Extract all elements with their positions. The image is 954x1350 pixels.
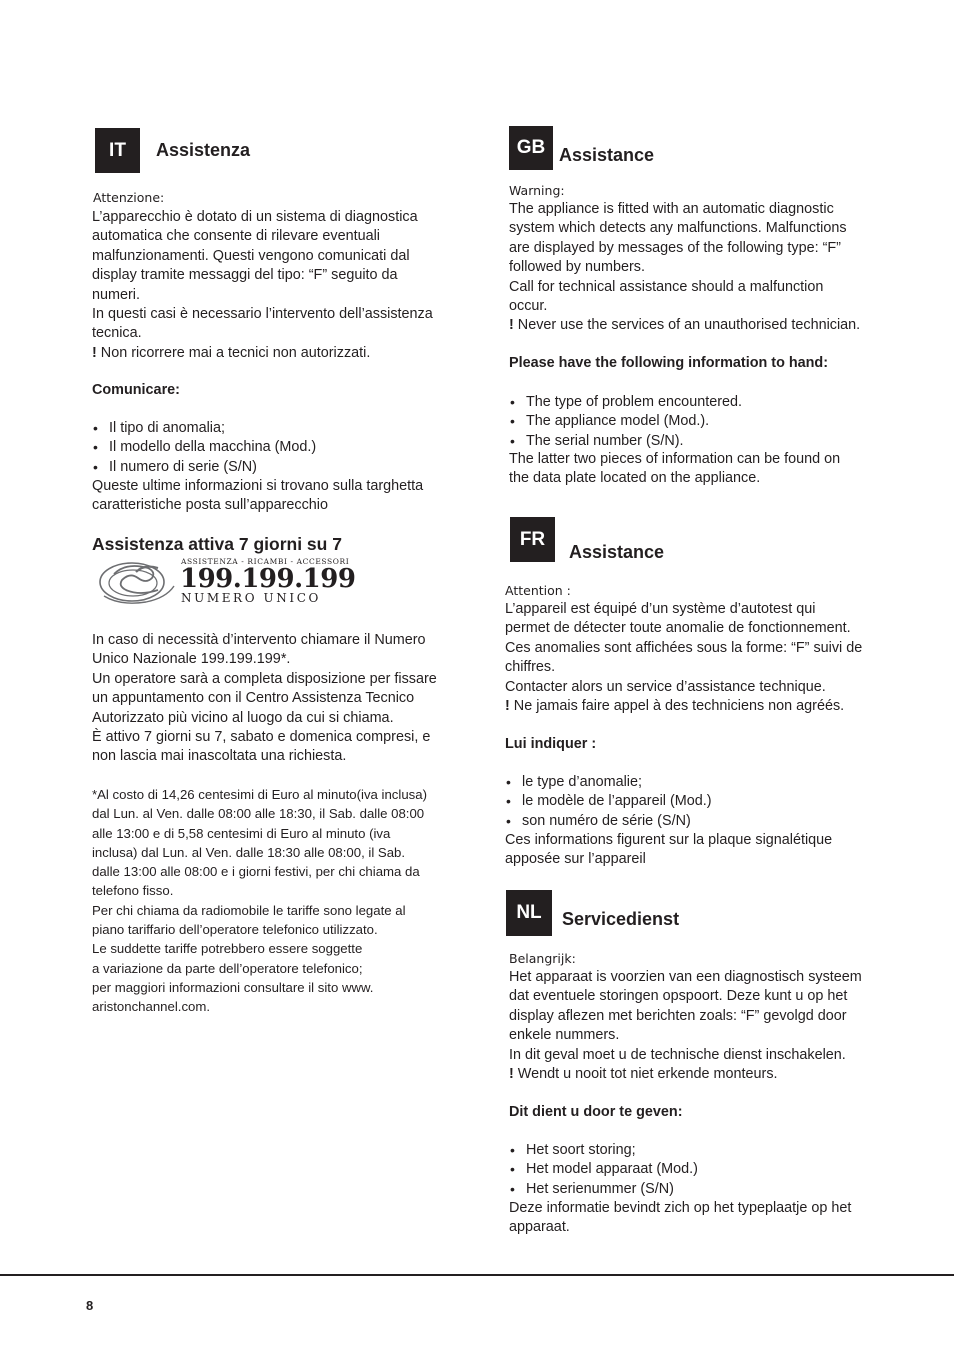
bullet-icon: • — [510, 1142, 515, 1158]
info-list-it — [92, 419, 316, 477]
warning-label-it: Attenzione: — [93, 190, 165, 205]
list-item: • le type d’anomalie; — [505, 773, 712, 792]
bullet-icon: • — [510, 413, 515, 430]
info-list-gb — [509, 393, 742, 451]
warning-label-gb: Warning: — [509, 183, 565, 198]
list-item: • le modèle de l’appareil (Mod.) — [505, 792, 712, 811]
bullet-icon: • — [510, 1180, 515, 1197]
communicate-label-fr: Lui indiquer : — [505, 736, 597, 752]
exclamation-icon: ! — [509, 317, 514, 334]
after-text-nl: Deze informatie bevindt zich op het typeplaatje op het apparaat. — [509, 1200, 852, 1236]
logo-number: 199.199.199 — [180, 564, 356, 594]
language-badge-nl: NL — [506, 890, 552, 936]
tariff-note-it: *Al costo di 14,26 centesimi di Euro al minuto(iva inclusa) dal Lun. al Ven. dalle 08:00 alle 18:30, il Sab. dalle 08:00 alle 13:00 e di 5,58 centesimi di Euro al minuto (iva inclusa) dal Lun. al Ven. dalle 18:30 alle 08:00, il Sab. dalle 13:00 alle 08:00 e i giorni festivi, per chi chiama da telefono fisso. Per chi chiama da radiomobile le tariffe sono legate al piano tariffario dell’operatore telefonico utilizzato. Le suddette tariffe potrebbero essere soggette a variazione da parte dell’operatore telefonico; per maggiori informazioni consultare il sito www. aristonchannel.com. — [92, 787, 427, 1015]
warning-line-it: ! Non ricorrere mai a tecnici non autorizzati. — [92, 344, 371, 361]
list-item: • Il numero di serie (S/N) — [92, 458, 316, 477]
section-title-it: Assistenza — [156, 140, 251, 160]
bullet-icon: • — [510, 1161, 515, 1178]
bullet-icon: • — [510, 432, 515, 449]
communicate-label-nl: Dit dient u door te geven: — [509, 1104, 683, 1120]
call-text-it: In caso di necessità d’intervento chiamare il Numero Unico Nazionale 199.199.199*. Un operatore sarà a completa disposizione per fissare un appuntamento con il Centro Assistenza Tecnico Autorizzato più vicino al luogo da cui si chiama. È attivo 7 giorni su 7, sabato e domenica compresi, e non lascia mai inascoltata una richiesta. — [92, 632, 437, 765]
language-badge-fr: FR — [510, 517, 555, 562]
intro-text-nl: Het apparaat is voorzien van een diagnostisch systeem dat eventuele storingen opspoort. Deze kunt u op het display aflezen met berichten zoals: “F” gevolgd door enkele nummers. In dit geval moet u de technische dienst inschakelen. ! Wendt u nooit tot niet erkende monteurs. — [509, 968, 862, 1084]
bullet-icon: • — [510, 394, 515, 410]
language-badge-gb: GB — [509, 126, 553, 170]
exclamation-icon: ! — [92, 344, 97, 361]
section-title-gb: Assistance — [559, 145, 655, 165]
list-item: • Il tipo di anomalia; — [92, 419, 316, 438]
exclamation-icon: ! — [505, 698, 510, 715]
after-text-fr: Ces informations figurent sur la plaque signalétique apposée sur l’appareil — [505, 832, 833, 868]
page-number: 8 — [86, 1298, 94, 1313]
bullet-icon: • — [93, 458, 98, 475]
warning-label-nl: Belangrijk: — [509, 951, 576, 966]
bullet-icon: • — [93, 420, 98, 436]
intro-text-it: L’apparecchio è dotato di un sistema di diagnostica automatica che consente di rilevare eventuali malfunzionamenti. Questi vengono comunicati dal display tramite messaggi del tipo: “F” seguito da numeri. In questi casi è necessario l’intervento dell’assistenza tecnica. ! Non ricorrere mai a tecnici non autorizzati. — [92, 208, 433, 363]
intro-text-gb: The appliance is fitted with an automatic diagnostic system which detects any malfunctions. Malfunctions are displayed by messages of the following type: “F” followed by numbers. Call for technical assistance should a malfunction occur. ! Never use the services of an unauthorised technician. — [509, 200, 860, 336]
info-list-fr — [505, 773, 712, 831]
after-text-gb: The latter two pieces of information can be found on the data plate located on the appliance. — [509, 451, 841, 487]
list-item: • son numéro de série (S/N) — [505, 812, 712, 831]
after-text-it: Queste ultime informazioni si trovano sulla targhetta caratteristiche posta sull’apparecchio — [92, 478, 424, 514]
intro-text-fr: L’appareil est équipé d’un système d’autotest qui permet de détecter toute anomalie de fonctionnement. Ces anomalies sont affichées sous la forme: “F” suivi de chiffres. Contacter alors un service d’assistance technique. ! Ne jamais faire appel à des techniciens non agréés. — [505, 600, 862, 716]
warning-line-nl: ! Wendt u nooit tot niet erkende monteurs. — [509, 1066, 778, 1083]
logo-top-text: ASSISTENZA - RICAMBI - ACCESSORI — [181, 557, 350, 566]
telephone-icon — [96, 556, 180, 608]
list-item: • Het model apparaat (Mod.) — [509, 1160, 698, 1179]
bullet-icon: • — [506, 774, 511, 790]
list-item: • Il modello della macchina (Mod.) — [92, 438, 316, 457]
active-title-it: Assistenza attiva 7 giorni su 7 — [92, 534, 342, 554]
bullet-icon: • — [506, 812, 511, 829]
list-item: • The type of problem encountered. — [509, 393, 742, 412]
warning-line-gb: ! Never use the services of an unauthorised technician. — [509, 317, 861, 334]
bullet-icon: • — [506, 793, 511, 810]
warning-line-fr: ! Ne jamais faire appel à des techniciens non agréés. — [505, 698, 845, 715]
list-item: • The appliance model (Mod.). — [509, 412, 742, 431]
communicate-label-it: Comunicare: — [92, 382, 180, 398]
warning-label-fr: Attention : — [505, 583, 571, 598]
logo-bottom-text: NUMERO UNICO — [181, 591, 321, 605]
bullet-icon: • — [93, 439, 98, 456]
exclamation-icon: ! — [509, 1066, 514, 1083]
list-item: • Het soort storing; — [509, 1141, 698, 1160]
list-item: • The serial number (S/N). — [509, 432, 742, 451]
language-badge-it: IT — [95, 128, 140, 173]
footer-divider — [0, 1274, 954, 1276]
info-list-nl — [509, 1141, 698, 1199]
section-title-nl: Servicedienst — [562, 909, 680, 929]
list-item: • Het serienummer (S/N) — [509, 1180, 698, 1199]
section-title-fr: Assistance — [569, 542, 665, 562]
communicate-label-gb: Please have the following information to hand: — [509, 355, 829, 371]
assistance-number-logo — [96, 556, 356, 608]
